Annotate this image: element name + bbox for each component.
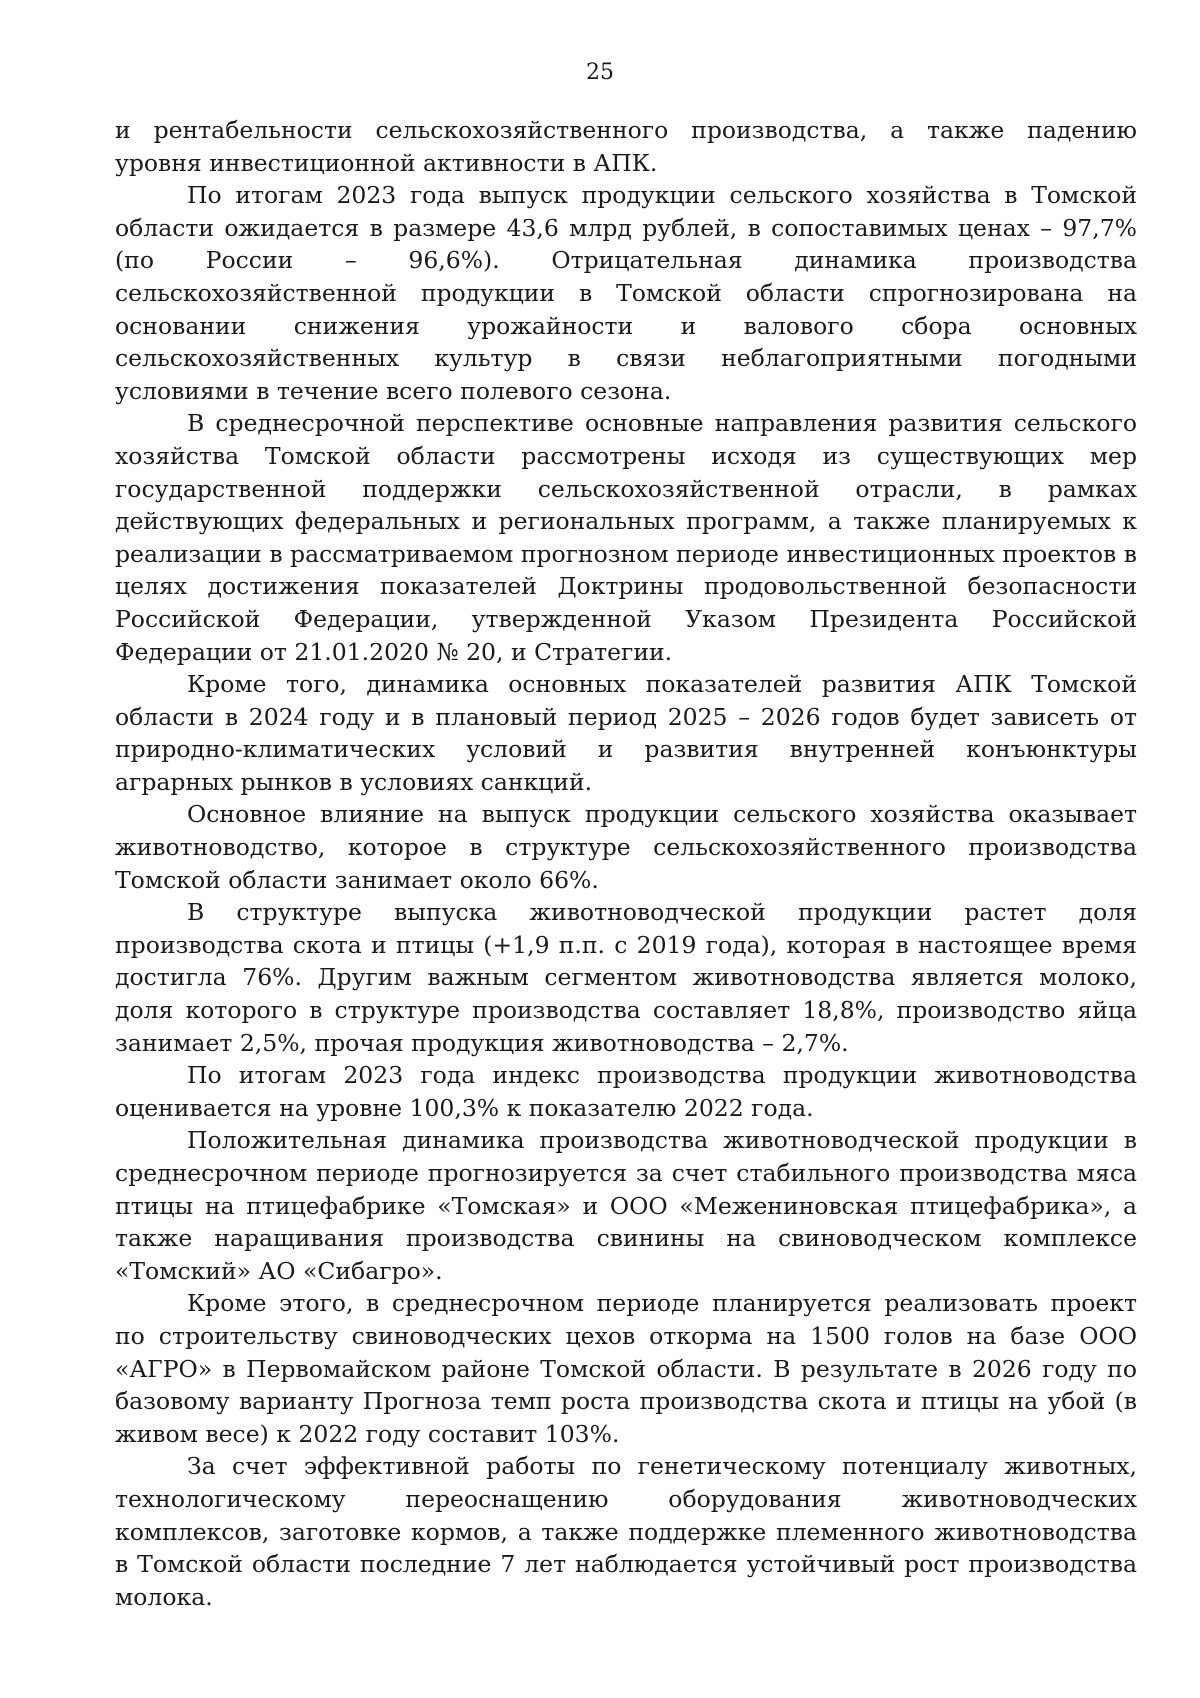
paragraph-continuation: и рентабельности сельскохозяйственного производства, а также падению уровня инвестиционной активности в АПК.	[115, 116, 1137, 177]
paragraph-medium-term-outlook: В среднесрочной перспективе основные направления развития сельского хозяйства Томской области рассмотрены исходя из существующих мер государственной поддержки сельскохозяйственной отрасли, в рамках действующих федеральных и региональных программ, а также планируемых к реализации в рассматриваемом прогнозном периоде инвестиционных проектов в целях достижения показателей Доктрины продовольственной безопасности Российской Федерации, утвержденной Указом Президента Российской Федерации от 21.01.2020 № 20, и Стратегии.	[115, 409, 1137, 666]
paragraph-pig-farm-project: Кроме этого, в среднесрочном периоде планируется реализовать проект по строительству свиноводческих цехов откорма на 1500 голов на базе ООО «АГРО» в Первомайском районе Томской области. В результате в 2026 году по базовому варианту Прогноза темп роста производства скота и птицы на убой (в живом весе) к 2022 году составит 103%.	[115, 1289, 1137, 1448]
paragraph-livestock-influence: Основное влияние на выпуск продукции сельского хозяйства оказывает животноводство, которое в структуре сельскохозяйственного производства Томской области занимает около 66%.	[115, 800, 1137, 894]
paragraph-positive-dynamics: Положительная динамика производства животноводческой продукции в среднесрочном периоде прогнозируется за счет стабильного производства мяса птицы на птицефабрике «Томская» и ООО «Межениновская птицефабрика», а также наращивания производства свинины на свиноводческом комплексе «Томский» АО «Сибагро».	[115, 1126, 1137, 1285]
paragraph-output-2023: По итогам 2023 года выпуск продукции сельского хозяйства в Томской области ожидается в размере 43,6 млрд рублей, в сопоставимых ценах – 97,7% (по России – 96,6%). Отрицательная динамика производства сельскохозяйственной продукции в Томской области спрогнозирована на основании снижения урожайности и валового сбора основных сельскохозяйственных культур в связи неблагоприятными погодными условиями в течение всего полевого сезона.	[115, 181, 1137, 405]
paragraph-dynamics-factors: Кроме того, динамика основных показателей развития АПК Томской области в 2024 году и в плановый период 2025 – 2026 годов будет зависеть от природно-климатических условий и развития внутренней конъюнктуры аграрных рынков в условиях санкций.	[115, 670, 1137, 796]
paragraph-livestock-structure: В структуре выпуска животноводческой продукции растет доля производства скота и птицы (+1,9 п.п. с 2019 года), которая в настоящее время достигла 76%. Другим важным сегментом животноводства является молоко, доля которого в структуре производства составляет 18,8%, производство яйца занимает 2,5%, прочая продукция животноводства – 2,7%.	[115, 898, 1137, 1057]
page-number: 25	[586, 60, 614, 85]
document-body	[115, 114, 1137, 1613]
paragraph-livestock-index: По итогам 2023 года индекс производства продукции животноводства оценивается на уровне 100,3% к показателю 2022 года.	[115, 1061, 1137, 1122]
paragraph-milk-growth: За счет эффективной работы по генетическому потенциалу животных, технологическому переоснащению оборудования животноводческих комплексов, заготовке кормов, а также поддержке племенного животноводства в Томской области последние 7 лет наблюдается устойчивый рост производства молока.	[115, 1452, 1137, 1611]
